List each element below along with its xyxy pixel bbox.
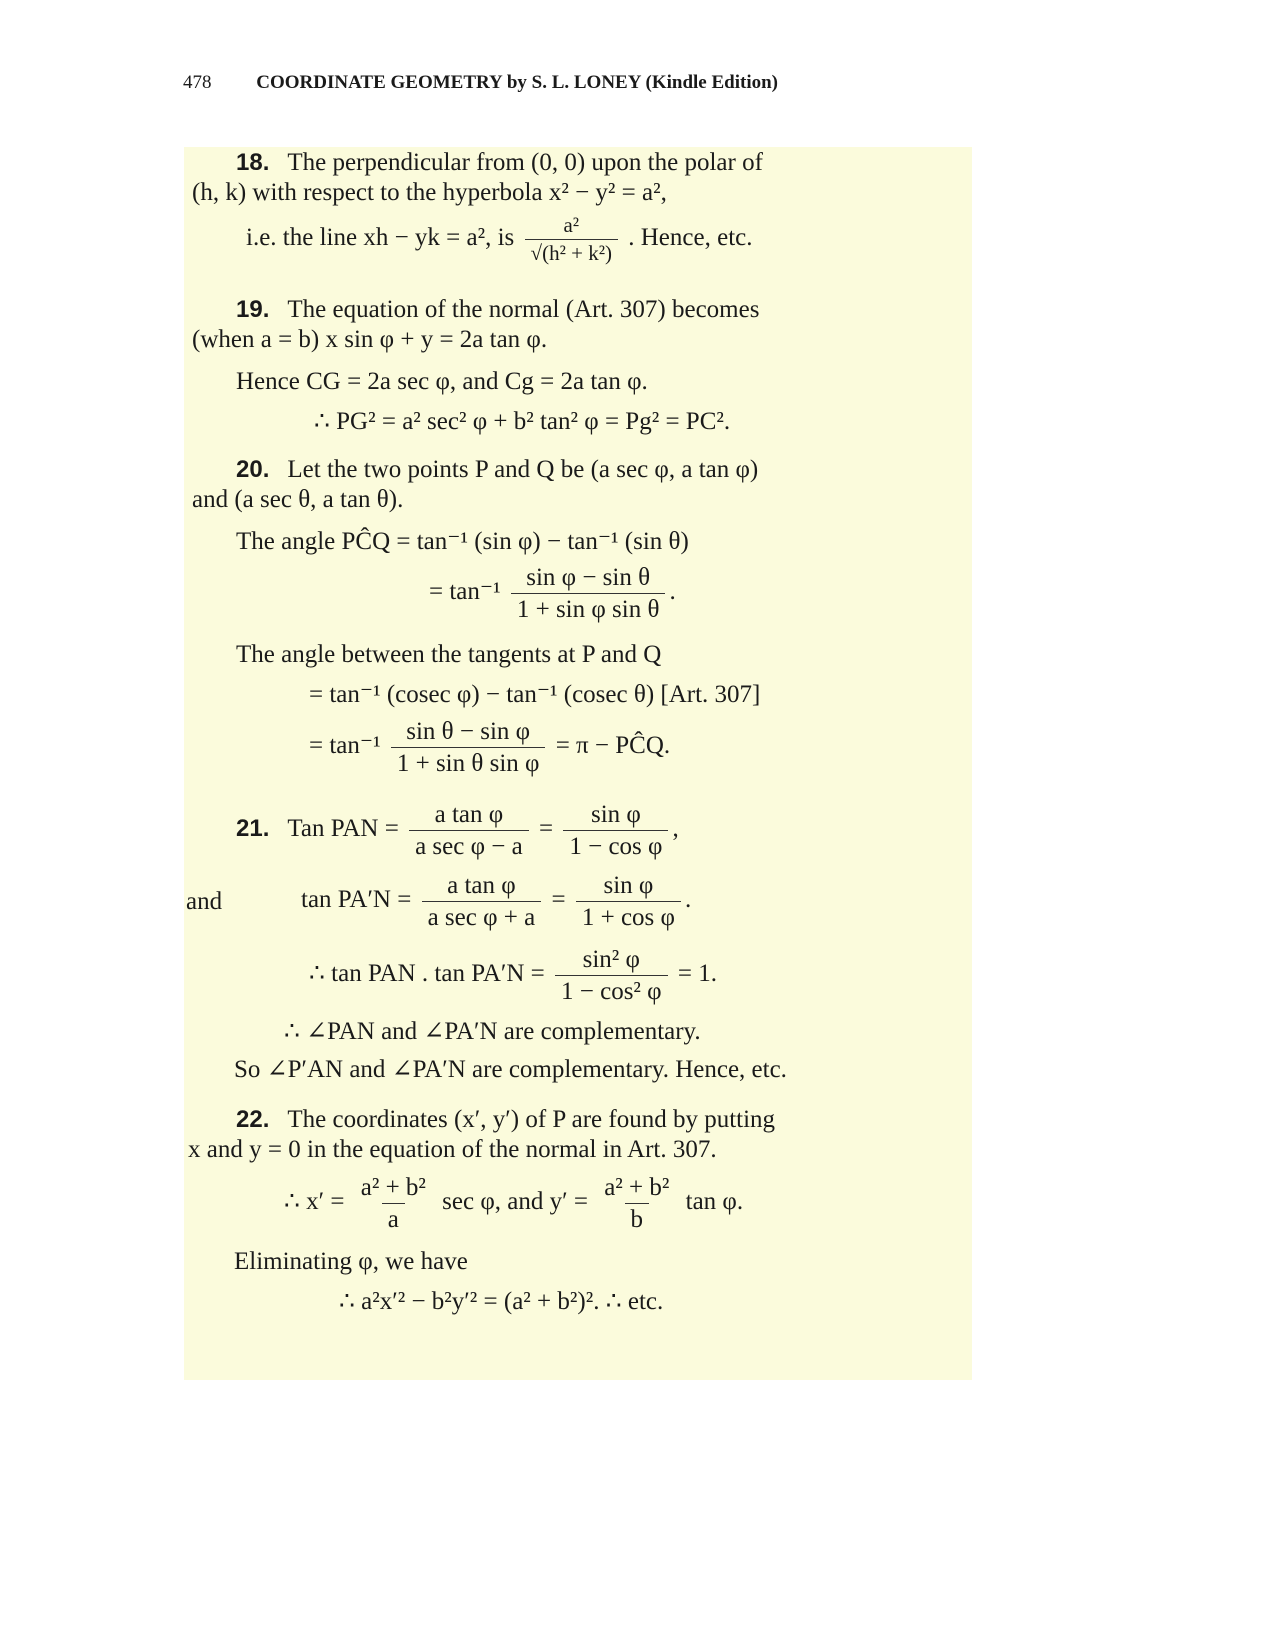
- problem-22-line-5: ∴ a²x′² − b²y′² = (a² + b²)². ∴ etc.: [339, 1288, 664, 1315]
- problem-18-line-1: [236, 150, 763, 175]
- denominator: 1 − cos φ: [563, 830, 668, 859]
- page-header: [183, 72, 778, 94]
- fraction: [525, 215, 618, 264]
- text: Let the two points P and Q be (a sec φ, a tan φ): [287, 456, 759, 483]
- book-title: COORDINATE GEOMETRY by S. L. LONEY (Kindle Edition): [256, 72, 778, 93]
- and-word: and: [186, 888, 223, 915]
- fraction: [576, 873, 681, 930]
- problem-20-line-2: and (a sec θ, a tan θ).: [192, 486, 404, 513]
- fraction: [391, 719, 546, 776]
- numerator: sin φ: [590, 801, 641, 828]
- fraction: [555, 947, 668, 1004]
- problem-20-line-4: [429, 565, 676, 622]
- problem-22-line-3: [284, 1175, 743, 1232]
- problem-20-line-6: = tan⁻¹ (cosec φ) − tan⁻¹ (cosec θ) [Art. 307]: [309, 681, 761, 708]
- problem-20-line-1: [236, 457, 758, 482]
- numerator: sin² φ: [582, 946, 640, 973]
- text: = tan⁻¹: [429, 578, 501, 606]
- problem-19-line-1: [236, 297, 759, 322]
- problem-number: 20.: [236, 456, 270, 483]
- numerator: sin φ − sin θ: [526, 564, 651, 591]
- problem-number: 19.: [236, 296, 270, 323]
- numerator: sin θ − sin φ: [406, 718, 531, 745]
- numerator: a²: [563, 213, 580, 237]
- problem-20-line-5: The angle between the tangents at P and Q: [236, 641, 662, 668]
- problem-20-line-3: The angle PĈQ = tan⁻¹ (sin φ) − tan⁻¹ (sin θ): [236, 528, 689, 555]
- problem-20-line-7: [309, 719, 670, 776]
- text: Tan PAN =: [287, 815, 399, 843]
- numerator: a tan φ: [434, 801, 504, 828]
- fraction: [409, 802, 529, 859]
- denominator: √(h² + k²): [525, 239, 618, 264]
- text: . Hence, etc.: [628, 224, 753, 252]
- problem-18-line-2: (h, k) with respect to the hyperbola x² − y² = a²,: [192, 179, 667, 206]
- text: ∴ tan PAN . tan PA′N =: [309, 960, 545, 988]
- problem-18-line-3: [246, 215, 752, 264]
- text: ∴ x′ =: [284, 1188, 345, 1216]
- numerator: sin φ: [603, 872, 654, 899]
- denominator: a: [382, 1203, 405, 1232]
- fraction: [422, 873, 542, 930]
- problem-number: 21.: [236, 815, 270, 843]
- problem-21-line-1: [236, 802, 679, 859]
- text: =: [551, 886, 566, 914]
- text: The perpendicular from (0, 0) upon the polar of: [287, 149, 763, 176]
- denominator: a sec φ − a: [409, 830, 529, 859]
- problem-22-line-4: Eliminating φ, we have: [234, 1248, 468, 1275]
- page-number: 478: [183, 72, 212, 93]
- text: The equation of the normal (Art. 307) becomes: [287, 296, 760, 323]
- text: The coordinates (x′, y′) of P are found by putting: [287, 1106, 776, 1133]
- denominator: a sec φ + a: [422, 901, 542, 930]
- problem-19-line-2: (when a = b) x sin φ + y = 2a tan φ.: [192, 326, 548, 353]
- problem-22-line-1: [236, 1107, 775, 1132]
- numerator: a tan φ: [447, 872, 516, 899]
- numerator: a² + b²: [604, 1174, 670, 1201]
- fraction: [511, 565, 666, 622]
- fraction: [563, 802, 668, 859]
- text: ,: [672, 815, 679, 843]
- text: .: [669, 578, 676, 606]
- text: =: [538, 815, 554, 843]
- text: i.e. the line xh − yk = a², is: [246, 224, 515, 252]
- problem-22-line-2: x and y = 0 in the equation of the normal in Art. 307.: [188, 1136, 717, 1163]
- denominator: 1 + cos φ: [576, 901, 681, 930]
- numerator: a² + b²: [360, 1174, 426, 1201]
- text: = π − PĈQ.: [555, 732, 671, 760]
- text: tan PA′N =: [301, 886, 412, 914]
- problem-19-line-4: ∴ PG² = a² sec² φ + b² tan² φ = Pg² = PC².: [314, 408, 731, 435]
- problem-number: 18.: [236, 149, 270, 176]
- fraction: [355, 1175, 432, 1232]
- text: tan φ.: [685, 1188, 744, 1216]
- fraction: [598, 1175, 675, 1232]
- text: sec φ, and y′ =: [442, 1188, 588, 1216]
- text: = 1.: [677, 960, 717, 988]
- denominator: 1 + sin θ sin φ: [391, 747, 546, 776]
- problem-21-line-4: ∴ ∠PAN and ∠PA′N are complementary.: [284, 1018, 701, 1045]
- problem-21-line-2: [301, 873, 691, 930]
- scanned-page: [184, 147, 972, 1380]
- problem-21-line-3: [309, 947, 717, 1004]
- problem-number: 22.: [236, 1106, 270, 1133]
- denominator: 1 + sin φ sin θ: [511, 593, 666, 622]
- text: .: [684, 886, 692, 914]
- text: = tan⁻¹: [309, 732, 381, 760]
- problem-19-line-3: Hence CG = 2a sec φ, and Cg = 2a tan φ.: [236, 368, 648, 395]
- problem-21-line-5: So ∠P′AN and ∠PA′N are complementary. Hence, etc.: [234, 1056, 787, 1083]
- denominator: b: [625, 1203, 650, 1232]
- denominator: 1 − cos² φ: [555, 975, 668, 1004]
